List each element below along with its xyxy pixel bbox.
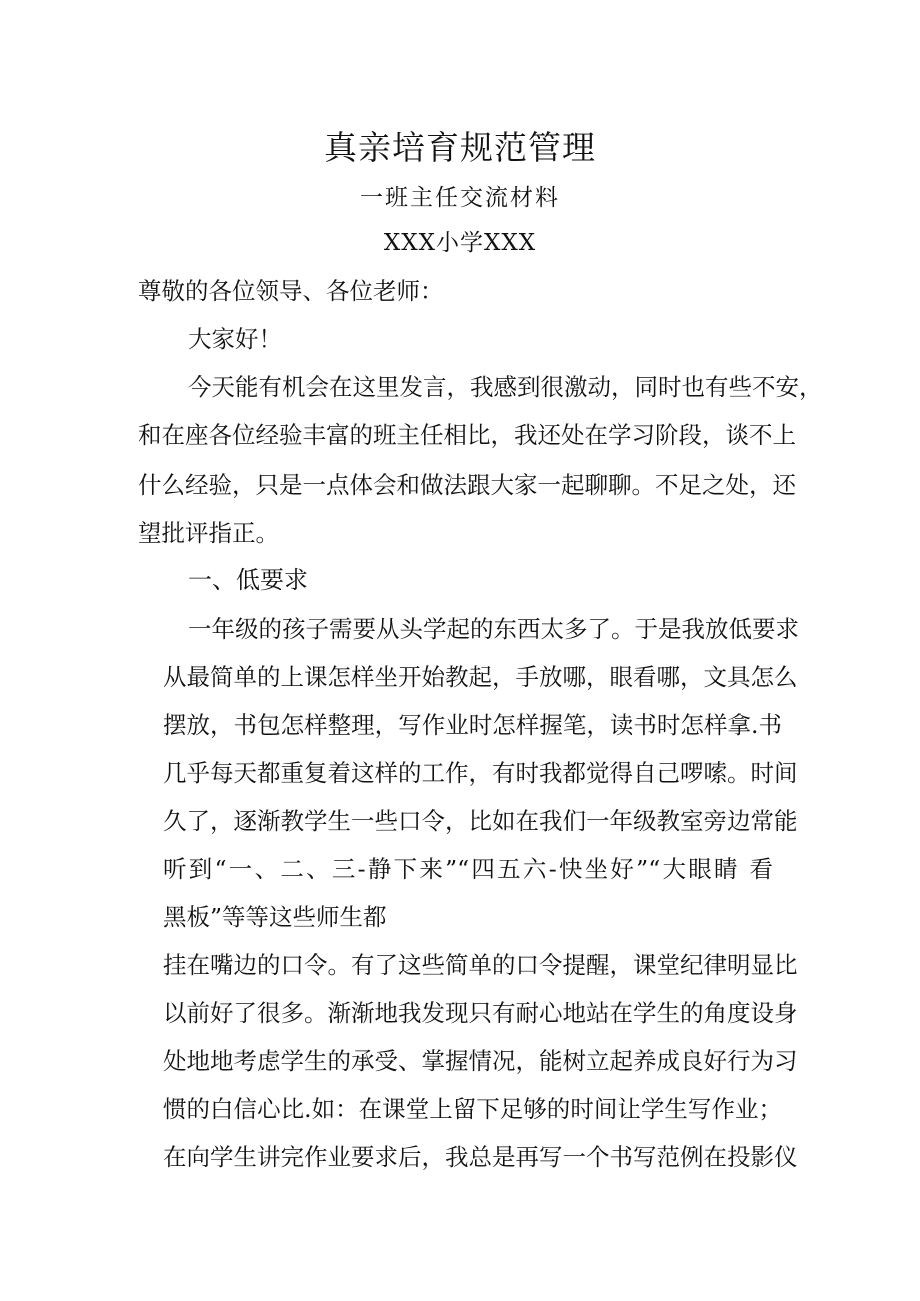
intro-line: 什么经验，只是一点体会和做法跟大家一起聊聊。不足之处，还: [138, 471, 796, 499]
intro-line: 今天能有机会在这里发言，我感到很激动，同时也有些不安，: [188, 373, 823, 401]
body-line: 黑板”等等这些师生都: [163, 903, 387, 931]
body-line: 摆放，书包怎样整理，写作业时怎样握笔，读书时怎样拿.书: [163, 711, 782, 739]
body-line: 处地地考虑学生的承受、掌握情况，能树立起养成良好行为习: [163, 1047, 798, 1075]
document-subtitle: 一班主任交流材料: [360, 185, 560, 211]
body-line: 惯的白信心比.如：在课堂上留下足够的时间让学生写作业；: [163, 1095, 782, 1123]
body-line: 在向学生讲完作业要求后，我总是再写一个书写范例在投影仪: [163, 1143, 798, 1171]
body-line: 从最简单的上课怎样坐开始教起，手放哪，眼看哪，文具怎么: [163, 663, 798, 691]
salutation: 尊敬的各位领导、各位老师：: [138, 277, 444, 305]
intro-line: 望批评指正。: [138, 519, 279, 547]
body-line: 听到“一、二、三-静下来”“四五六-快坐好”“大眼睛 看: [163, 855, 773, 883]
section-heading: 一、低要求: [188, 566, 308, 594]
body-line: 挂在嘴边的口令。有了这些简单的口令提醒，课堂纪律明显比: [163, 951, 798, 979]
body-line: 几乎每天都重复着这样的工作，有时我都觉得自己啰嗦。时间: [163, 759, 798, 787]
greeting: 大家好！: [188, 325, 282, 353]
intro-line: 和在座各位经验丰富的班主任相比，我还处在学习阶段，谈不上: [138, 421, 796, 449]
document-title: 真亲培育规范管理: [324, 128, 596, 167]
body-line: 久了，逐渐教学生一些口令，比如在我们一年级教室旁边常能: [163, 807, 798, 835]
body-line: 以前好了很多。渐渐地我发现只有耐心地站在学生的角度设身: [163, 999, 798, 1027]
body-line: 一年级的孩子需要从头学起的东西太多了。于是我放低要求: [188, 615, 799, 643]
document-author: XXX小学XXX: [383, 230, 537, 256]
